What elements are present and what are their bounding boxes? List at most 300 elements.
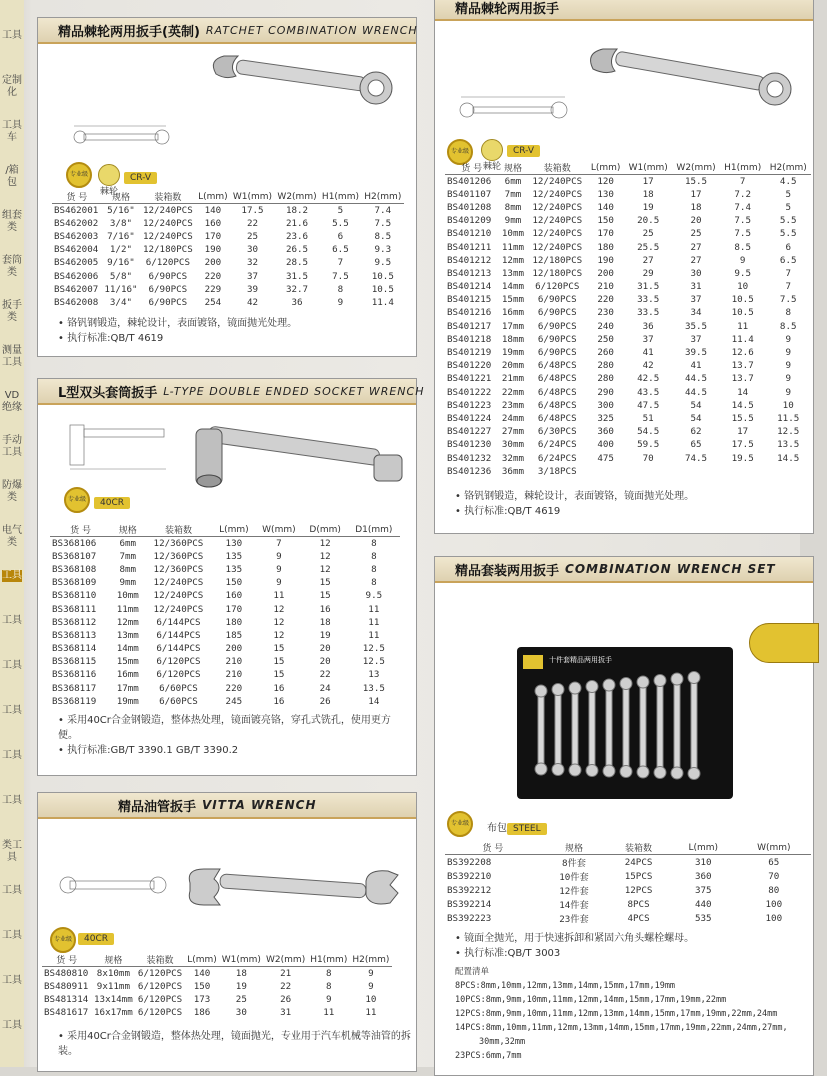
feature-tag: 棘轮: [100, 187, 119, 197]
side-tab[interactable]: 工具: [2, 885, 22, 896]
table-cell: 240: [597, 320, 614, 332]
table-row: [52, 269, 404, 282]
ratchet-icon: [98, 164, 120, 186]
column-header: W2(mm): [277, 191, 317, 202]
table-cell: 5.5: [779, 228, 797, 240]
table-cell: 9: [276, 577, 282, 589]
side-tab[interactable]: 类工具: [2, 840, 22, 863]
panel-header: [435, 557, 813, 583]
table-cell: 23mm: [501, 399, 525, 411]
side-tab[interactable]: 工具: [2, 1020, 22, 1031]
column-header: 装箱数: [154, 193, 182, 203]
table-cell: 229: [204, 283, 222, 295]
table-cell: 32mm: [501, 452, 525, 464]
table-cell: 8: [371, 563, 377, 575]
side-tab[interactable]: 工具车: [2, 120, 22, 143]
socket-dimension-diagram: [66, 421, 176, 471]
ratchet-metric-table: [445, 161, 811, 478]
kit-wrench: [586, 681, 598, 777]
table-cell: 27mm: [501, 426, 525, 438]
table-cell: 7.4: [374, 204, 392, 216]
table-cell: 17: [642, 175, 654, 187]
ratchet-wrench-image: [575, 43, 815, 109]
table-cell: 400: [597, 439, 614, 451]
table-cell: 10mm: [501, 228, 525, 240]
side-tab[interactable]: 定制化: [2, 75, 22, 98]
table-cell: 170: [597, 228, 614, 240]
note-line: • 采用40Cr合金钢锻造，整体热处理，镜面镀亮铬，穿孔式铣孔，使用更方便。: [58, 715, 391, 741]
side-tab[interactable]: 工具: [2, 795, 22, 806]
table-cell: BS462006: [54, 270, 99, 282]
table-cell: 220: [225, 682, 243, 694]
table-cell: 11.4: [371, 296, 394, 308]
table-cell: 21mm: [501, 373, 525, 385]
table-cell: BS401218: [447, 333, 492, 345]
table-cell: 12/240PCS: [532, 228, 583, 240]
ratchet-inch-table: [52, 190, 404, 309]
table-cell: 11: [737, 320, 749, 332]
table-row: [445, 399, 811, 412]
table-cell: 22: [246, 217, 259, 229]
table-row: [42, 1006, 392, 1019]
vitta-wrench-panel: [37, 792, 417, 1072]
table-cell: 8mm: [119, 563, 137, 575]
column-header: 装箱数: [146, 956, 174, 966]
table-cell: 18mm: [501, 333, 525, 345]
table-cell: 44.5: [684, 373, 708, 385]
table-cell: 440: [694, 898, 712, 910]
table-cell: 6/24PCS: [537, 439, 577, 451]
table-cell: 6/120PCS: [137, 993, 183, 1005]
side-tab[interactable]: 工具: [2, 30, 22, 41]
table-cell: 12.5: [777, 426, 800, 438]
table-cell: 130: [225, 537, 243, 549]
table-cell: 210: [225, 669, 243, 681]
material-tag: STEEL: [507, 823, 547, 835]
table-cell: 12PCS: [624, 884, 653, 896]
table-cell: 6/90PCS: [148, 270, 188, 282]
table-cell: 12/240PCS: [532, 241, 583, 253]
wrench-set-image: [527, 673, 727, 797]
table-cell: BS401107: [447, 188, 492, 200]
table-cell: BS401219: [447, 347, 492, 359]
table-cell: 3/8": [109, 217, 133, 229]
side-tab[interactable]: 套筒类: [2, 255, 22, 278]
table-cell: BS401221: [447, 373, 492, 385]
table-cell: 29: [642, 267, 654, 279]
side-tab[interactable]: 工具: [2, 615, 22, 626]
column-header: L(mm): [688, 842, 719, 853]
table-cell: BS401230: [447, 439, 492, 451]
table-row: [445, 320, 811, 333]
panel-header: [38, 379, 425, 405]
table-cell: 31.5: [285, 270, 309, 282]
column-header: D1(mm): [355, 524, 393, 535]
table-cell: BS368115: [52, 656, 97, 668]
table-cell: 9: [739, 254, 746, 266]
table-cell: [587, 465, 624, 478]
column-header: H1(mm): [321, 191, 359, 202]
table-cell: BS368108: [52, 563, 97, 575]
table-cell: 9: [785, 386, 791, 398]
table-row: [50, 668, 400, 681]
table-cell: 15mm: [501, 294, 525, 306]
table-cell: 6/120PCS: [137, 980, 183, 992]
column-header: 货 号: [482, 844, 504, 854]
table-cell: BS401212: [447, 254, 492, 266]
table-cell: 30: [235, 1007, 247, 1019]
table-cell: 13mm: [116, 629, 139, 641]
table-cell: 39.5: [684, 347, 708, 359]
column-header: W1(mm): [628, 162, 668, 173]
table-cell: 6mm: [119, 537, 137, 549]
table-cell: 7: [739, 175, 746, 187]
table-cell: 74.5: [684, 452, 708, 464]
table-cell: 12.6: [731, 347, 754, 359]
table-cell: 20.5: [637, 215, 660, 227]
table-cell: 3/4": [109, 296, 133, 308]
table-cell: 1/2": [109, 244, 133, 256]
side-tab[interactable]: 电气类: [2, 525, 22, 548]
wrench-dimension-diagram: [66, 120, 176, 152]
config-line: 14PCS:8mm,10mm,11mm,12mm,13mm,14mm,15mm,17mm,19mm,22mm,24mm,27mm,: [455, 1023, 788, 1033]
side-tab[interactable]: 工具: [2, 705, 22, 716]
table-cell: 7mm: [119, 550, 137, 562]
table-row: [445, 240, 811, 253]
note-line: • 执行标准:QB/T 4619: [58, 333, 164, 344]
table-cell: 9.5: [734, 267, 751, 279]
table-cell: 30: [246, 244, 259, 256]
column-header: W1(mm): [221, 954, 261, 965]
note-line: • 执行标准:GB/T 3390.1 GB/T 3390.2: [58, 745, 239, 756]
table-cell: 230: [597, 307, 614, 319]
table-row: [52, 256, 404, 269]
table-cell: 100: [765, 912, 783, 924]
table-cell: 54.5: [637, 426, 660, 438]
table-cell: BS481617: [44, 1007, 89, 1019]
table-cell: 13.7: [731, 360, 754, 372]
table-cell: 7.5: [332, 270, 349, 282]
table-cell: 9: [785, 333, 791, 345]
table-cell: 7: [276, 537, 282, 549]
socket-table: [50, 523, 400, 708]
table-cell: 27: [642, 254, 654, 266]
table-cell: 6: [337, 230, 344, 242]
wrench-set-notes: [455, 931, 811, 961]
table-cell: BS368117: [52, 682, 97, 694]
table-cell: 6/120PCS: [535, 281, 580, 293]
ratchet-inch-panel: [37, 17, 417, 357]
table-header-row: [445, 841, 811, 855]
table-cell: 10: [782, 399, 794, 411]
table-cell: 31.5: [637, 281, 660, 293]
table-cell: 43.5: [637, 386, 660, 398]
table-cell: BS368109: [52, 577, 97, 589]
table-cell: 18: [642, 188, 654, 200]
quality-badge-icon: 专业级: [447, 811, 473, 837]
table-cell: 190: [204, 244, 222, 256]
table-cell: 21: [280, 967, 292, 979]
side-tab[interactable]: 扳手类: [2, 300, 22, 323]
table-cell: 11.5: [777, 412, 800, 424]
material-tag: 40CR: [78, 933, 114, 945]
kit-wrench: [671, 673, 683, 779]
table-cell: 22mm: [501, 386, 525, 398]
table-cell: [672, 465, 720, 478]
side-tab[interactable]: 组套类: [2, 210, 22, 233]
table-cell: 280: [597, 373, 614, 385]
table-cell: BS480911: [44, 980, 89, 992]
table-row: [445, 333, 811, 346]
table-cell: 4.5: [779, 175, 797, 187]
table-cell: 11/16": [104, 283, 138, 295]
table-cell: 15: [273, 656, 285, 668]
table-cell: BS401216: [447, 307, 492, 319]
table-cell: 8mm: [504, 201, 522, 213]
column-header: H2(mm): [364, 191, 402, 202]
table-cell: 150: [225, 577, 243, 589]
table-cell: 12/240PCS: [153, 603, 204, 615]
table-cell: 17: [690, 188, 702, 200]
table-cell: 11.4: [731, 333, 754, 345]
quality-badge-icon: 专业级: [64, 487, 90, 513]
table-cell: 9mm: [119, 577, 137, 589]
table-cell: 28.5: [285, 257, 309, 269]
table-cell: 6/90PCS: [537, 307, 577, 319]
table-row: [50, 695, 400, 708]
table-cell: 8: [785, 307, 791, 319]
table-cell: 20mm: [501, 360, 525, 372]
note-line: • 镜面全抛光，用于快速拆卸和紧固六角头螺栓螺母。: [455, 933, 695, 944]
table-cell: 185: [225, 629, 243, 641]
table-row: [445, 214, 811, 227]
table-cell: 15mm: [116, 656, 139, 668]
side-tab[interactable]: 手动工具: [2, 435, 22, 458]
table-cell: 15: [273, 643, 285, 655]
column-header: H2(mm): [769, 162, 807, 173]
table-cell: 9mm: [504, 215, 522, 227]
panel-title: L型双头套筒扳手: [58, 385, 158, 401]
table-cell: 310: [694, 856, 712, 868]
side-tab[interactable]: 防爆类: [2, 480, 22, 503]
table-cell: 7/16": [107, 230, 135, 242]
table-cell: 16: [273, 695, 285, 707]
table-cell: 5/16": [107, 204, 135, 216]
table-row: [42, 993, 392, 1006]
table-cell: 12/240PCS: [532, 188, 583, 200]
table-cell: 12: [319, 563, 331, 575]
table-row: [445, 855, 811, 870]
panel-title-en: COMBINATION WRENCH SET: [565, 562, 776, 576]
table-cell: 6/90PCS: [537, 333, 577, 345]
table-cell: 6/90PCS: [537, 347, 577, 359]
side-tab[interactable]: VD绝缘: [2, 390, 22, 413]
table-cell: 8.5: [779, 320, 797, 332]
table-cell: 27: [690, 254, 702, 266]
table-cell: 26.5: [285, 244, 309, 256]
table-cell: 220: [204, 270, 222, 282]
table-cell: 14.5: [777, 452, 800, 464]
table-cell: 9: [326, 993, 332, 1005]
material-tag: CR-V: [507, 145, 540, 157]
table-cell: 37: [690, 333, 702, 345]
table-cell: 8: [371, 537, 377, 549]
table-cell: 245: [225, 695, 243, 707]
table-cell: 21.6: [285, 217, 309, 229]
table-cell: BS401214: [447, 281, 492, 293]
table-cell: BS480810: [44, 967, 89, 979]
table-row: [445, 227, 811, 240]
table-cell: 34: [690, 307, 702, 319]
side-tab[interactable]: 工具: [2, 975, 22, 986]
table-cell: BS401224: [447, 412, 492, 424]
table-row: [52, 243, 404, 256]
table-cell: 12件套: [559, 886, 589, 897]
table-cell: BS481314: [44, 993, 89, 1005]
table-row: [445, 386, 811, 399]
table-cell: 7.5: [779, 294, 797, 306]
table-cell: 12/240PCS: [153, 577, 204, 589]
table-cell: 16: [273, 682, 285, 694]
table-row: [50, 629, 400, 642]
table-header-row: [50, 523, 400, 537]
table-cell: 12mm: [116, 616, 139, 628]
table-cell: BS368106: [52, 537, 97, 549]
table-cell: 6/120PCS: [156, 656, 201, 668]
table-cell: 44.5: [684, 386, 708, 398]
table-cell: 54: [690, 399, 702, 411]
table-cell: 41: [690, 360, 702, 372]
table-cell: 260: [597, 347, 614, 359]
table-cell: 10: [365, 993, 377, 1005]
kit-wrench: [637, 676, 649, 778]
table-cell: [720, 465, 766, 478]
table-cell: 12: [273, 603, 285, 615]
table-cell: 18: [319, 616, 331, 628]
table-row: [50, 576, 400, 589]
table-cell: 14: [368, 695, 380, 707]
table-cell: 120: [597, 175, 614, 187]
table-cell: 12: [319, 537, 331, 549]
side-tab[interactable]: 工具: [2, 660, 22, 671]
table-row: [50, 682, 400, 695]
column-header: 装箱数: [164, 526, 192, 536]
table-cell: 150: [193, 980, 211, 992]
table-cell: 135: [225, 563, 243, 575]
table-cell: 6/48PCS: [537, 412, 577, 424]
table-cell: 35.5: [684, 320, 708, 332]
table-row: [50, 563, 400, 576]
table-cell: 33.5: [637, 307, 660, 319]
table-cell: 42.5: [637, 373, 660, 385]
table-cell: 8x10mm: [96, 967, 130, 979]
side-tab[interactable]: 工具: [2, 930, 22, 941]
table-cell: 15PCS: [624, 870, 653, 882]
table-cell: 15.5: [731, 412, 754, 424]
table-cell: 3/18PCS: [537, 465, 577, 477]
table-cell: 39: [246, 283, 259, 295]
table-cell: 24PCS: [624, 856, 653, 868]
table-cell: 11: [368, 603, 380, 615]
table-cell: 10: [737, 281, 749, 293]
table-cell: 19: [319, 629, 331, 641]
table-cell: 80: [768, 884, 780, 896]
table-cell: 14: [737, 386, 749, 398]
table-cell: 254: [204, 296, 222, 308]
table-cell: 11: [368, 629, 380, 641]
table-cell: 12/360PCS: [153, 550, 204, 562]
table-cell: 37: [690, 294, 702, 306]
table-cell: BS401220: [447, 360, 492, 372]
table-cell: 12/360PCS: [153, 537, 204, 549]
table-cell: 160: [204, 217, 222, 229]
table-cell: 15.5: [684, 175, 708, 187]
table-cell: 9: [276, 550, 282, 562]
panel-title: 精品套装两用扳手: [455, 563, 560, 579]
table-cell: 6/30PCS: [537, 426, 577, 438]
table-cell: 25: [642, 228, 654, 240]
table-cell: 51: [642, 412, 654, 424]
table-cell: 30: [690, 267, 702, 279]
table-cell: 7: [337, 257, 344, 269]
table-cell: 290: [597, 386, 614, 398]
table-row: [445, 306, 811, 319]
table-row: [445, 188, 811, 201]
table-cell: 11mm: [501, 241, 525, 253]
table-row: [42, 980, 392, 993]
table-cell: 27: [690, 241, 702, 253]
table-cell: 150: [597, 215, 614, 227]
table-cell: 13x14mm: [94, 993, 133, 1005]
table-cell: 250: [597, 333, 614, 345]
table-cell: 12/240PCS: [142, 230, 193, 242]
side-tab[interactable]: 工具: [2, 750, 22, 761]
column-header: H1(mm): [310, 954, 348, 965]
table-cell: 360: [597, 426, 614, 438]
table-cell: 6/60PCS: [159, 695, 198, 707]
table-cell: 19mm: [501, 347, 525, 359]
kit-label: 十件套精品两用扳手: [549, 656, 612, 664]
table-cell: 12/240PCS: [142, 204, 193, 216]
panel-title: 精品油管扳手: [118, 799, 197, 815]
table-cell: BS401217: [447, 320, 492, 332]
side-tab[interactable]: /箱包: [5, 165, 19, 188]
kit-wrench: [654, 675, 666, 779]
table-cell: 22: [319, 669, 331, 681]
table-row: [52, 296, 404, 309]
config-line: 30mm,32mm: [479, 1037, 526, 1047]
table-cell: 25: [246, 230, 259, 242]
table-cell: 5.5: [332, 217, 349, 229]
table-cell: BS462003: [54, 230, 99, 242]
table-cell: 33.5: [637, 294, 660, 306]
table-cell: 25: [235, 993, 247, 1005]
table-cell: 32: [246, 257, 259, 269]
side-tab[interactable]: 测量工具: [2, 345, 22, 368]
panel-title: 精品棘轮两用扳手: [455, 1, 560, 17]
side-tab[interactable]: 工具: [2, 570, 22, 581]
table-row: [50, 537, 400, 550]
table-row: [50, 616, 400, 629]
table-cell: 59.5: [637, 439, 660, 451]
table-cell: 14mm: [501, 281, 525, 293]
table-cell: 13.5: [777, 439, 800, 451]
table-cell: 15: [319, 590, 331, 602]
note-line: • 铬钒钢锻造，棘轮设计，表面镀铬，镜面抛光处理。: [455, 491, 695, 502]
table-row: [52, 283, 404, 296]
table-cell: 7: [785, 267, 791, 279]
table-cell: 280: [597, 360, 614, 372]
